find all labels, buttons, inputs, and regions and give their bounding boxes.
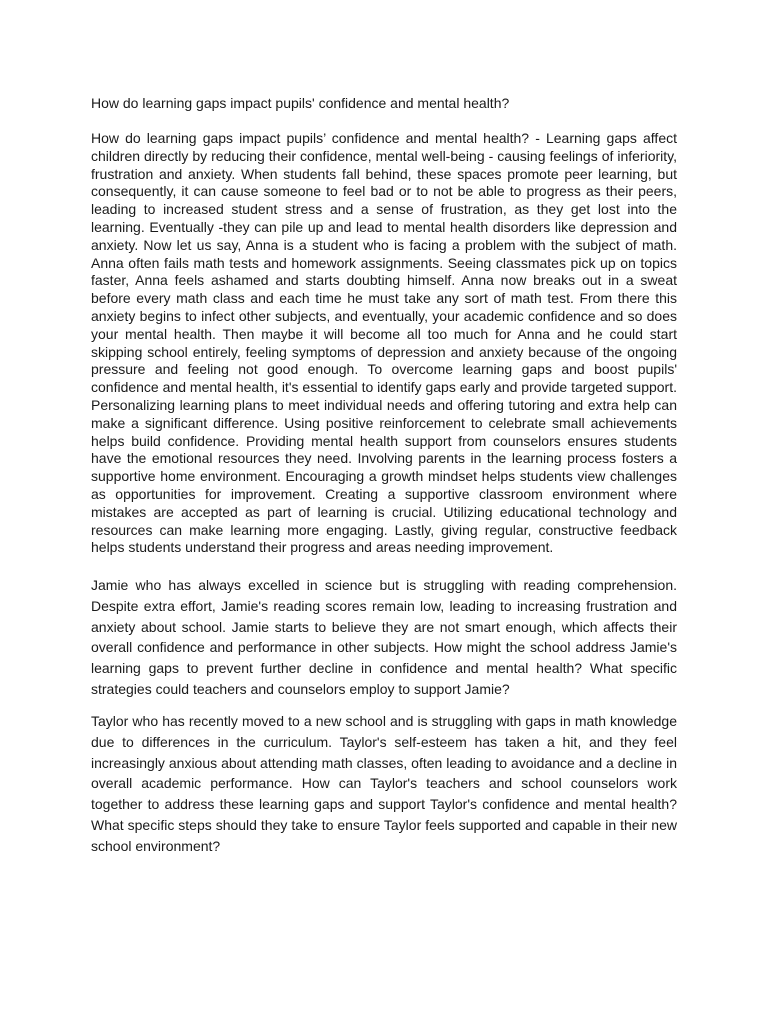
- paragraph-learning-gaps-overview: How do learning gaps impact pupils’ confidence and mental health? - Learning gaps affect children directly by reducing their confidence, mental well-being - causing feelings of inferiority, frustration and anxiety. When students fall behind, these spaces promote peer learning, but consequently, it can cause someone to feel bad or to not be able to progress as their peers, leading to increased student stress and a sense of frustration, as they get lost into the learning. Eventually -they can pile up and lead to mental health disorders like depression and anxiety. Now let us say, Anna is a student who is facing a problem with the subject of math. Anna often fails math tests and homework assignments. Seeing classmates pick up on topics faster, Anna feels ashamed and starts doubting himself. Anna now breaks out in a sweat before every math class and each time he must take any sort of math test. From there this anxiety begins to infect other subjects, and eventually, your academic confidence and so does your mental health. Then maybe it will become all too much for Anna and he could start skipping school entirely, feeling symptoms of depression and anxiety because of the ongoing pressure and feeling not good enough. To overcome learning gaps and boost pupils' confidence and mental health, it's essential to identify gaps early and provide targeted support. Personalizing learning plans to meet individual needs and offering tutoring and extra help can make a significant difference. Using positive reinforcement to celebrate small achievements helps build confidence. Providing mental health support from counselors ensures students have the emotional resources they need. Involving parents in the learning process fosters a supportive home environment. Encouraging a growth mindset helps students view challenges as opportunities for improvement. Creating a supportive classroom environment where mistakes are accepted as part of learning is crucial. Utilizing educational technology and resources can make learning more engaging. Lastly, giving regular, constructive feedback helps students understand their progress and areas needing improvement.: [91, 130, 677, 556]
- paragraph-jamie-scenario: Jamie who has always excelled in science but is struggling with reading comprehension. Despite extra effort, Jamie's reading scores remain low, leading to increasing frustration and anxiety about school. Jamie starts to believe they are not smart enough, which affects their overall confidence and performance in other subjects. How might the school address Jamie's learning gaps to prevent further decline in confidence and mental health? What specific strategies could teachers and counselors employ to support Jamie?: [91, 577, 677, 697]
- document-page: [91, 95, 677, 868]
- paragraph-taylor-scenario: Taylor who has recently moved to a new school and is struggling with gaps in math knowledge due to differences in the curriculum. Taylor's self-esteem has taken a hit, and they feel increasingly anxious about attending math classes, often leading to avoidance and a decline in overall academic performance. How can Taylor's teachers and school counselors work together to address these learning gaps and support Taylor's confidence and mental health? What specific steps should they take to ensure Taylor feels supported and capable in their new school environment?: [91, 713, 677, 854]
- document-title: How do learning gaps impact pupils' confidence and mental health?: [91, 95, 510, 111]
